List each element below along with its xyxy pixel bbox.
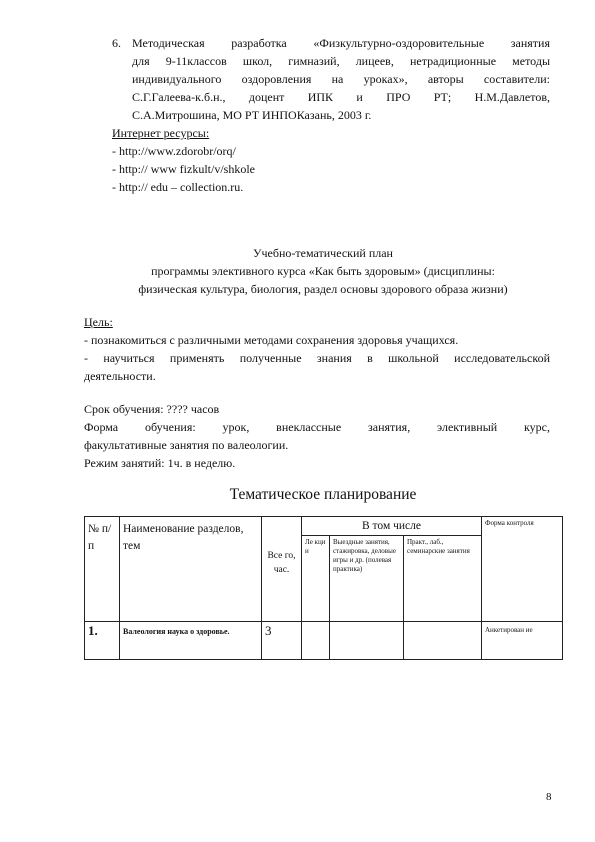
plan-title: Учебно-тематический план [253, 246, 393, 260]
reference-line-1: Методическая разработка «Физкультурно-оздоровительные занятия [132, 36, 550, 50]
header-lecture: Ле кци и [302, 536, 330, 622]
internet-link-1[interactable]: - http://www.zdorobr/orq/ [112, 144, 236, 158]
plan-subtitle-line-3: физическая культура, биология, раздел основы здорового образа жизни) [138, 282, 508, 296]
header-total: Все го, час. [262, 517, 302, 622]
header-trips: Выездные занятия, стажировка, деловые игры и др. (полевая практика) [330, 536, 404, 622]
form-line-2: факультативные занятия по валеологии. [84, 438, 289, 452]
header-control: Форма контроля [482, 517, 563, 622]
mode-text: Режим занятий: 1ч. в неделю. [84, 456, 236, 470]
row-1-num: 1. [85, 622, 120, 660]
header-including: В том числе [302, 517, 482, 536]
table-title: Тематическое планирование [229, 486, 417, 503]
goal-item-2-line-2: деятельности. [84, 369, 156, 383]
reference-line-2: для 9-11классов школ, гимназий, лицеев, нетрадиционные методы [132, 54, 550, 68]
row-1-name: Валеология наука о здоровье. [120, 622, 262, 660]
row-1-total: 3 [262, 622, 302, 660]
row-1-lecture [302, 622, 330, 660]
page-number: 8 [546, 791, 552, 803]
internet-link-2[interactable]: - http:// www fizkult/v/shkole [112, 162, 255, 176]
duration-text: Срок обучения: ???? часов [84, 402, 220, 416]
internet-link-3[interactable]: - http:// edu – collection.ru. [112, 180, 244, 194]
row-1-practical [404, 622, 482, 660]
reference-line-4: С.Г.Галеева-к.б.н., доцент ИПК и ПРО РТ; Н.М.Давлетов, [132, 90, 550, 104]
row-1-control: Анкетирован ие [482, 622, 563, 660]
table-row [85, 622, 563, 660]
goal-item-2-line-1: - научиться применять полученные знания в школьной исследовательской [84, 351, 550, 365]
goal-heading: Цель: [84, 315, 113, 329]
planning-table [84, 516, 563, 660]
form-line-1: Форма обучения: урок, внеклассные занятия, элективный курс, [84, 420, 550, 434]
header-practical: Практ., лаб., семинарские занятия [404, 536, 482, 622]
plan-subtitle-line-2: программы элективного курса «Как быть здоровым» (дисциплины: [151, 264, 495, 278]
internet-heading: Интернет ресурсы: [112, 126, 210, 140]
reference-line-5: С.А.Митрошина, МО РТ ИНПОКазань, 2003 г. [132, 108, 372, 122]
table-header-row [85, 517, 563, 536]
reference-line-3: индивидуального оздоровления на уроках», авторы составители: [132, 72, 550, 86]
header-name: Наименование разделов, тем [120, 517, 262, 622]
reference-number: 6. [112, 36, 121, 50]
header-num: № п/п [85, 517, 120, 622]
goal-item-1: - познакомиться с различными методами сохранения здоровья учащихся. [84, 333, 459, 347]
row-1-trips [330, 622, 404, 660]
